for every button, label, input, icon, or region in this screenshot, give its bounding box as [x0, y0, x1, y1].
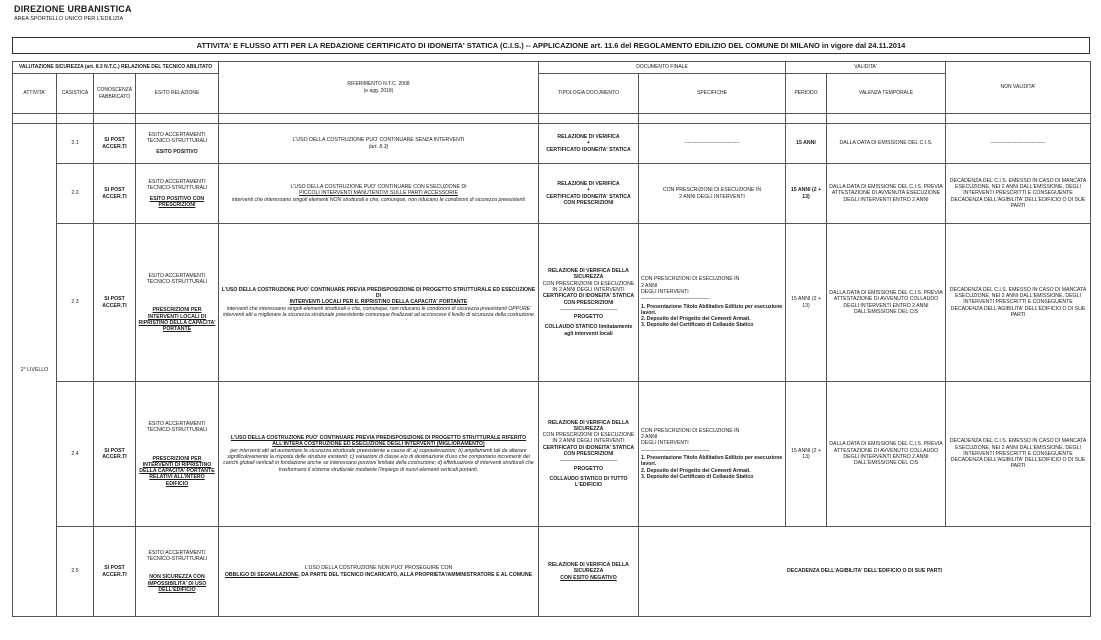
spec-intro-c: DEGLI INTERVENTI — [641, 440, 689, 447]
specifiche-cell — [639, 224, 786, 382]
tipologia-line-1: RELAZIONE DI VERIFICA — [557, 134, 620, 141]
tipologia-line-1b: CON PRESCRIZIONI DI ESECUZIONE IN 2 ANNI DEGLI INTERVENTI — [542, 432, 635, 445]
table-row — [13, 164, 1091, 224]
specifiche-cell — [639, 382, 786, 527]
esito-top: ESITO ACCERTAMENTI TECNICO-STRUTTURALI — [146, 549, 208, 563]
specifiche-cell: -------------------------------- — [639, 124, 786, 164]
header-casistica: CASISTICA — [57, 74, 94, 114]
spec-item-3: 3. Deposito del Certificato di Collaudo Statico — [641, 473, 754, 480]
riferimento-main: L'USO DELLA COSTRUZIONE PUO' CONTINUARE PREVIA PREDISPOSIZIONE DI PROGETTO STRUTTURALE RIFERITO ALL'INTERA COSTRUZIONE ED ESECUZIONE DEGLI INTERVENTI (MIGLIORAMENTO) — [230, 435, 527, 448]
riferimento-cell — [219, 382, 539, 527]
non-validita-cell: DECADENZA DEL C.I.S. EMESSO IN CASO DI MANCATA ESECUZIONE, NEI 2 ANNI DALL'EMISSIONE, DEGLI INTERVENTI PRESCRITTI E CONSEGUENTE DECADENZA DELL'AGIBILITA' DELL'EDIFICIO O DI SUE PARTI — [946, 224, 1091, 382]
riferimento-main-a: L'USO DELLA COSTRUZIONE NON PUO' PROSEGUIRE CON — [304, 565, 453, 572]
department-title: DIREZIONE URBANISTICA — [14, 4, 132, 14]
document-title: ATTIVITA' E FLUSSO ATTI PER LA REDAZIONE CERTIFICATO DI IDONEITA' STATICA (C.I.S.) -- APPLICAZIONE art. 11.6 del REGOLAMENTO EDILIZIO DEL COMUNE DI MILANO in vigore dal 24.11.2014 — [12, 37, 1090, 54]
esito-cell — [136, 382, 219, 527]
esito-cell — [136, 224, 219, 382]
tipologia-line-4: COLLAUDO STATICO limitatamente agli interventi locali — [544, 324, 633, 337]
tipologia-line-3: PROGETTO — [573, 314, 603, 321]
header-attivita: ATTIVITA' — [13, 74, 57, 114]
tipologia-line-2: CON ESITO NEGATIVO — [560, 574, 617, 581]
tipologia-cell — [539, 527, 639, 617]
tipologia-cell — [539, 124, 639, 164]
casistica-cell: 2.5 — [57, 527, 94, 617]
spec-item-1: 1. Presentazione Titolo Abilitativo Edilizio per esecuzione lavori. — [641, 455, 783, 468]
riferimento-main-b: PICCOLI INTERVENTI MANUTENTIVI SULLE PARTI ACCESSORIE — [299, 190, 458, 197]
riferimento-main-a: L'USO DELLA COSTRUZIONE PUO' CONTINUARE PREVIA PREDISPOSIZIONE DI PROGETTO STRUTTURALE ED ESECUZIONE DI — [221, 286, 536, 300]
riferimento-main-a: L'USO DELLA COSTRUZIONE PUO' CONTINUARE CON ESECUZIONE DI — [290, 184, 467, 191]
riferimento-note: interventi che interessano singoli elementi NON strutturali e che, comunque, non riducano le condizioni di sicurezza preesistenti — [232, 196, 525, 203]
tipologia-line-2: CERTIFICATO IDONEITA' STATICA CON PRESCRIZIONI — [546, 193, 631, 206]
riferimento-note: per interventi atti ad aumentare la sicurezza strutturale preesistente a causa di: a) sopraelevazioni; b) ampliamenti tali da alterare significativamente la risposta delle strutture esistenti; c) variazioni di classe e/o di destinazione d'uso che comportano incrementi dei carichi globali verticali in fondazione anche se interessano porzioni limitate della costruzione; d) effettuazione di interventi strutturali che trasformano il sistema strutturale mediante l'impiego di nuovi elementi verticali portanti. — [223, 447, 534, 473]
non-validita-cell: -------------------------------- — [946, 124, 1091, 164]
riferimento-main-c: , DA PARTE DEL TECNICO INCARICATO, ALLA PROPRIETA'/AMMINISTRATORE E AL COMUNE — [298, 571, 533, 578]
riferimento-main: L'USO DELLA COSTRUZIONE PUO' CONTINUARE SENZA INTERVENTI — [292, 137, 465, 144]
level-cell: 2° LIVELLO — [13, 124, 57, 617]
decadenza-cell: DECADENZA DELL'AGIBILITA' DELL'EDIFICIO O DI SUE PARTI — [639, 527, 1091, 617]
esito-bottom: PRESCRIZIONI PER INTERVENTI DI RIPRISTINO DELLA CAPACITA' PORTANTE RELATIVI ALL'INTERO EDIFICIO — [139, 455, 215, 487]
header-validita: VALIDITA' — [786, 62, 946, 74]
conoscenza-cell: SI POST ACCER.TI — [94, 527, 136, 617]
table-row — [13, 224, 1091, 382]
non-validita-cell: DECADENZA DEL C.I.S. EMESSO IN CASO DI MANCATA ESECUZIONE, NEI 2 ANNI DALL'EMISSIONE, DEGLI INTERVENTI PRESCRITTI E CONSEGUENTE DECADENZA DELL'AGIBILITA' DELL'EDIFICIO O DI SUE PARTI — [946, 164, 1091, 224]
spec-item-2: 2. Deposito del Progetto dei Cementi Armati. — [641, 316, 751, 323]
riferimento-cell — [219, 527, 539, 617]
specifiche-cell — [639, 164, 786, 224]
specifiche-line-b: 2 ANNI DEGLI INTERVENTI — [679, 193, 745, 200]
esito-cell — [136, 124, 219, 164]
casistica-cell: 2.3 — [57, 224, 94, 382]
tipologia-separator: ---------------------------------------- — [559, 458, 618, 465]
spec-intro-a: CON PRESCRIZIONI DI ESECUZIONE IN — [641, 276, 740, 283]
esito-top: ESITO ACCERTAMENTI TECNICO-STRUTTURALI — [146, 178, 208, 192]
header-specifiche: SPECIFICHE — [639, 74, 786, 114]
spec-intro-a: CON PRESCRIZIONI DI ESECUZIONE IN — [641, 427, 740, 434]
non-validita-cell: DECADENZA DEL C.I.S. EMESSO IN CASO DI MANCATA ESECUZIONE, NEI 2 ANNI DALL'EMISSIONE, DEGLI INTERVENTI PRESCRITTI E CONSEGUENTE DECADENZA DELL'AGIBILITA' DELL'EDIFICIO O DI SUE PARTI — [946, 382, 1091, 527]
esito-top: ESITO ACCERTAMENTI TECNICO-STRUTTURALI — [146, 420, 208, 434]
esito-bottom: ESITO POSITIVO — [156, 148, 198, 155]
conoscenza-cell: SI POST ACCER.TI — [94, 224, 136, 382]
esito-cell — [136, 527, 219, 617]
header-riferimento-sub: (e agg. 2018) — [363, 87, 394, 94]
valenza-cell: DALLA DATA DI EMISSIONE DEL C.I.S. PREVIA ATTESTAZIONE DI AVVENUTO COLLAUDO DEGLI INTERVENTI ENTRO 2 ANNI DALL'EMISSIONE DEL CIS — [827, 382, 946, 527]
esito-bottom: NON SICUREZZA CON IMPOSSIBILITA' DI USO DELL'EDIFICIO — [147, 574, 207, 593]
tipologia-line-1: RELAZIONE DI VERIFICA — [557, 180, 620, 187]
spec-item-2: 2. Deposito del Progetto dei Cementi Armati. — [641, 467, 751, 474]
header-non-validita: NON VALIDITA' — [946, 62, 1091, 114]
tipologia-line-3: PROGETTO — [573, 465, 603, 472]
esito-top: ESITO ACCERTAMENTI TECNICO-STRUTTURALI — [146, 132, 208, 145]
riferimento-main-b: OBBLIGO DI SEGNALAZIONE — [224, 571, 299, 578]
header-periodo: PERIODO — [786, 74, 827, 114]
tipologia-line-1: RELAZIONE DI VERIFICA DELLA SICUREZZA — [548, 268, 629, 281]
tipologia-line-2: CERTIFICATO DI IDONEITA' STATICA CON PRESCRIZIONI — [542, 444, 635, 457]
tipologia-separator: ---------------------------------------- — [559, 306, 618, 313]
department-area: AREA SPORTELLO UNICO PER L'EDILIZIA — [14, 16, 124, 22]
spec-item-1: 1. Presentazione Titolo Abilitativo Edilizio per esecuzione lavori. — [641, 303, 783, 316]
table-row — [13, 527, 1091, 617]
tipologia-line-1b: CON PRESCRIZIONI DI ESECUZIONE IN 2 ANNI DEGLI INTERVENTI — [542, 280, 635, 293]
conoscenza-cell: SI POST ACCER.TI — [94, 164, 136, 224]
spec-intro-b: 2 ANNI — [641, 282, 658, 289]
periodo-cell: 15 ANNI (2 + 13) — [786, 164, 827, 224]
casistica-cell: 2.1 — [57, 124, 94, 164]
tipologia-plus: + — [586, 187, 591, 194]
esito-cell — [136, 164, 219, 224]
spec-separator: ------------------------------------------------ — [641, 296, 710, 303]
header-conoscenza: CONOSCENZA FABBRICATO — [94, 74, 136, 114]
header-valenza: VALENZA TEMPORALE — [827, 74, 946, 114]
riferimento-note: (art. 8.3) — [368, 143, 389, 150]
esito-top: ESITO ACCERTAMENTI TECNICO-STRUTTURALI — [146, 272, 208, 285]
valenza-cell: DALLA DATA DI EMISSIONE DEL C.I.S. PREVIA ATTESTAZIONE DI AVVENUTO COLLAUDO DEGLI INTERVENTI ENTRO 2 ANNI DALL'EMISSIONE DEL CIS — [827, 224, 946, 382]
tipologia-plus: + — [586, 140, 591, 147]
riferimento-cell — [219, 164, 539, 224]
valenza-cell: DALLA DATA DI EMISSIONE DEL C.I.S. PREVIA ATTESTAZIONE DI AVVENUTA ESECUZIONE DEGLI INTERVENTI ENTRO 2 ANNI — [827, 164, 946, 224]
riferimento-note: interventi che interessano singoli elementi strutturali e che, comunque, non riducano le condizioni di sicurezza preesistenti OPPURE interventi atti a migliorare la sicurezza strutturale preesistente comunque finalizzati ad accrescere il livello di sicurezza della costruzione — [223, 305, 534, 318]
riferimento-cell — [219, 224, 539, 382]
conoscenza-cell: SI POST ACCER.TI — [94, 124, 136, 164]
spec-intro-c: DEGLI INTERVENTI — [641, 288, 689, 295]
tipologia-line-1: RELAZIONE DI VERIFICA DELLA SICUREZZA — [548, 419, 629, 432]
header-esito: ESITO RELAZIONE — [136, 74, 219, 114]
tipologia-cell — [539, 224, 639, 382]
tipologia-line-1: RELAZIONE DI VERIFICA DELLA SICUREZZA — [548, 562, 629, 575]
spec-intro-b: 2 ANNI — [641, 434, 658, 441]
spec-separator: ------------------------------------------------ — [641, 447, 710, 454]
conoscenza-cell: SI POST ACCER.TI — [94, 382, 136, 527]
tipologia-line-2: CERTIFICATO IDONEITA' STATICA — [546, 146, 631, 153]
casistica-cell: 2.2 — [57, 164, 94, 224]
specifiche-line-a: CON PRESCRIZIONI DI ESECUZIONE IN — [662, 187, 762, 194]
valenza-cell: DALLA DATA DI EMISSIONE DEL C.I.S. — [827, 124, 946, 164]
casistica-cell: 2.4 — [57, 382, 94, 527]
periodo-cell: 15 ANNI (2 + 13) — [786, 382, 827, 527]
header-documento-finale: DOCUMENTO FINALE — [539, 62, 786, 74]
periodo-cell: 15 ANNI — [786, 124, 827, 164]
riferimento-cell — [219, 124, 539, 164]
table-row — [13, 124, 1091, 164]
spec-item-3: 3. Deposito del Certificato di Collaudo Statico — [641, 322, 754, 329]
header-riferimento — [219, 62, 539, 114]
header-tipologia: TIPOLOGIA DOCUMENTO — [539, 74, 639, 114]
tipologia-cell — [539, 164, 639, 224]
cis-table — [12, 61, 1091, 617]
riferimento-main-b: INTERVENTI LOCALI PER IL RIPRISTINO DELLA CAPACITA' PORTANTE — [289, 299, 468, 306]
spacer-cell — [13, 114, 57, 124]
periodo-cell: 15 ANNI (2 + 13) — [786, 224, 827, 382]
header-valutazione: VALUTAZIONE SICUREZZA (art. 8.3 N.T.C.) RELAZIONE DEL TECNICO ABILITATO — [13, 62, 219, 74]
tipologia-cell — [539, 382, 639, 527]
header-riferimento-label: RIFERIMENTO N.T.C. 2008 — [347, 81, 410, 88]
tipologia-line-2: CERTIFICATO DI IDONEITA' STATICA CON PRESCRIZIONI — [542, 293, 635, 306]
table-row — [13, 382, 1091, 527]
esito-bottom: ESITO POSITIVO CON PRESCRIZIONI — [149, 195, 205, 208]
esito-bottom: PRESCRIZIONI PER INTERVENTI LOCALI DI RIPRISTINO DELLA CAPACITA' PORTANTE — [138, 307, 216, 333]
tipologia-line-4: COLLAUDO STATICO DI TUTTO L'EDIFICIO — [549, 475, 628, 489]
